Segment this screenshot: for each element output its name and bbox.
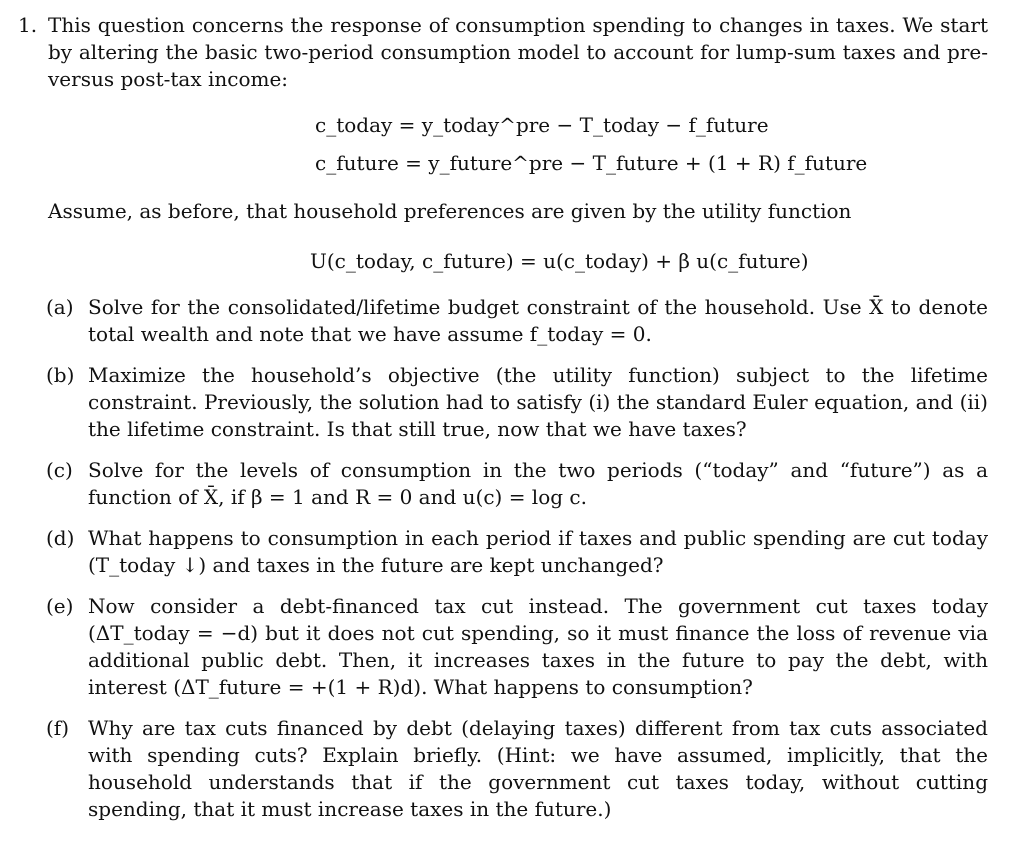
part-label: (c) [46,458,73,482]
part-text: Why are tax cuts financed by debt (delaying taxes) different from tax cuts associated with spending cuts? Explain briefly. (Hint: we have assumed, implicitly, that the household understands that if the government cut taxes today, without cutting spending, that it must increase taxes in the future.) [88,716,988,821]
part-a [40,294,988,348]
part-label: (f) [46,716,70,740]
utility-formula: U(c_today, c_future) = u(c_today) + β u(c_future) [310,249,809,273]
part-label: (a) [46,295,74,319]
equation-today: c_today = y_today^pre − T_today − f_future [315,113,769,137]
part-text: Solve for the levels of consumption in the two periods (“today” and “future”) as a function of X̄, if β = 1 and R = 0 and u(c) = log c. [88,458,988,509]
budget-equations [315,112,867,188]
part-c [40,457,988,511]
part-e [40,593,988,701]
question-number: 1. [18,13,38,37]
part-label: (e) [46,594,74,618]
equation-future: c_future = y_future^pre − T_future + (1 + R) f_future [315,151,868,175]
part-d [40,525,988,579]
utility-lead: Assume, as before, that household preferences are given by the utility function [48,199,852,223]
part-text: Solve for the consolidated/lifetime budget constraint of the household. Use X̄ to denote total wealth and note that we have assume f_today = 0. [88,295,988,346]
part-text: Maximize the household’s objective (the utility function) subject to the lifetime constraint. Previously, the solution had to satisfy (i) the standard Euler equation, and (ii) the lifetime constraint. Is that still true, now that we have taxes? [88,363,988,441]
part-text: What happens to consumption in each period if taxes and public spending are cut today (T_today ↓) and taxes in the future are kept unchanged? [88,526,988,577]
question-parts [40,294,988,837]
part-label: (d) [46,526,75,550]
part-label: (b) [46,363,75,387]
part-b [40,362,988,443]
question-intro: This question concerns the response of consumption spending to changes in taxes. We start by altering the basic two-period consumption model to account for lump-sum taxes and pre- versus post-tax income: [48,13,988,91]
part-text: Now consider a debt-financed tax cut instead. The government cut taxes today (ΔT_today = −d) but it does not cut spending, so it must finance the loss of revenue via additional public debt. Then, it increases taxes in the future to pay the debt, with interest (ΔT_future = +(1 + R)d). What happens to consumption? [88,594,988,699]
part-f [40,715,988,823]
